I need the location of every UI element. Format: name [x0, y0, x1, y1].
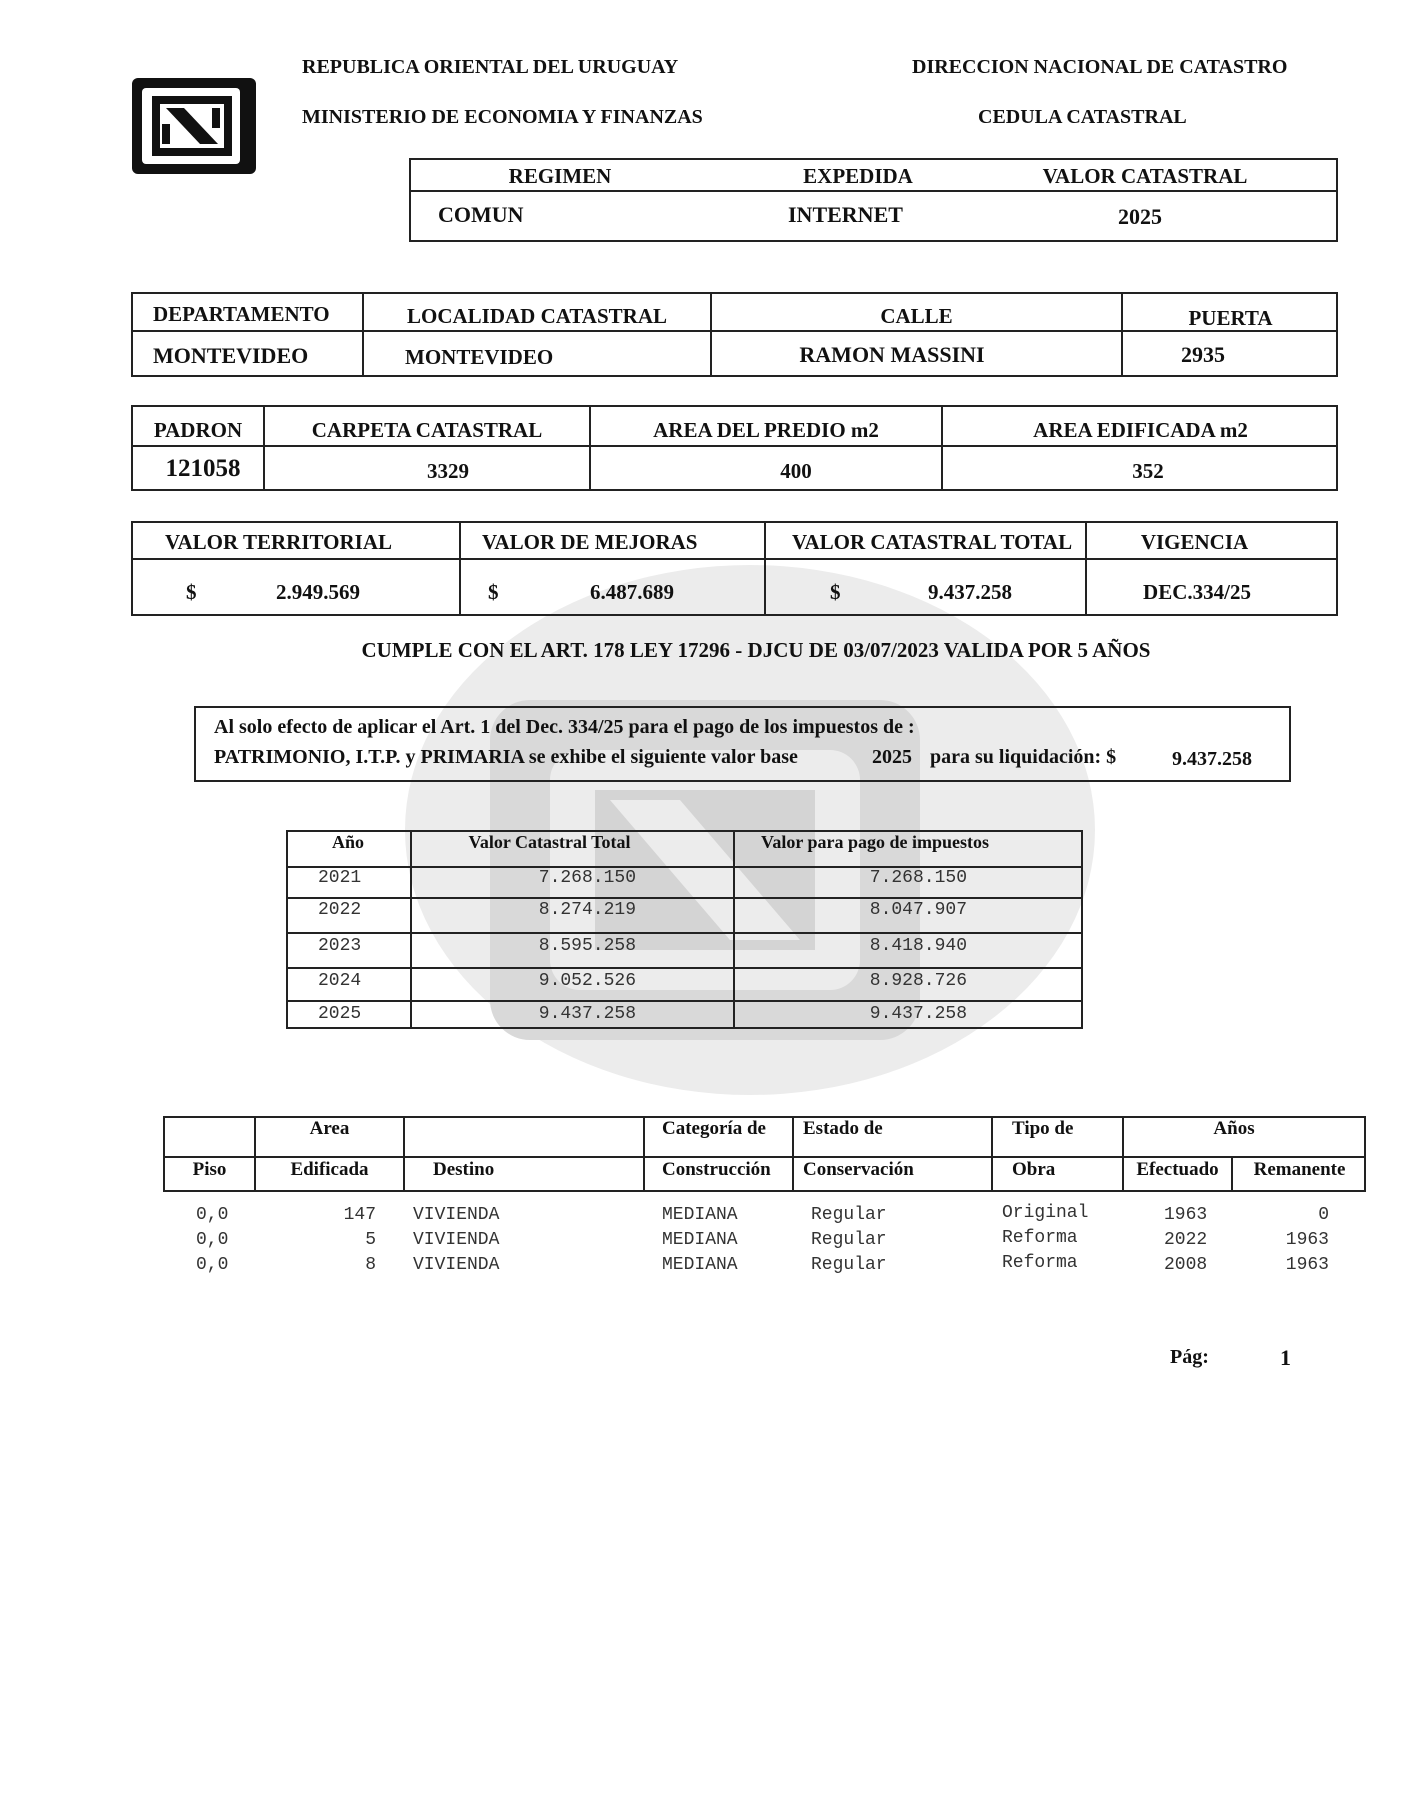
history-tax-value: 7.268.150: [869, 868, 967, 888]
row-efectuado: 2022: [1164, 1230, 1208, 1250]
row-remanente: 1963: [1285, 1255, 1329, 1275]
row-area: 147: [343, 1205, 376, 1225]
row-area: 5: [365, 1230, 376, 1250]
row-destino: VIVIENDA: [413, 1255, 500, 1275]
row-destino: VIVIENDA: [413, 1230, 500, 1250]
notice-year: 2025: [872, 746, 912, 768]
row-categoria: MEDIANA: [662, 1255, 738, 1275]
expedida-label: EXPEDIDA: [803, 164, 913, 188]
page-label: Pág:: [1170, 1346, 1209, 1368]
vigencia-label: VIGENCIA: [1140, 530, 1249, 554]
history-tax-value: 9.437.258: [869, 1004, 967, 1024]
expedida-value: INTERNET: [788, 202, 903, 227]
area-edificada-label: AREA EDIFICADA m2: [1033, 418, 1248, 442]
padron-value: 121058: [165, 455, 241, 482]
puerta-value: 2935: [1181, 342, 1225, 367]
row-categoria: MEDIANA: [662, 1230, 738, 1250]
valor-catastral-label: VALOR CATASTRAL: [1042, 164, 1248, 188]
header-efectuado: Efectuado: [1136, 1159, 1219, 1180]
history-total-value: 9.052.526: [538, 971, 636, 991]
carpeta-value: 3329: [427, 459, 469, 483]
row-remanente: 0: [1318, 1205, 1329, 1225]
header-construccion: Construcción: [662, 1159, 771, 1180]
row-remanente: 1963: [1285, 1230, 1329, 1250]
total-currency: $: [830, 580, 841, 604]
header-republic: REPUBLICA ORIENTAL DEL URUGUAY: [302, 56, 679, 78]
departamento-value: MONTEVIDEO: [153, 343, 309, 368]
row-tipo: Reforma: [1002, 1253, 1078, 1273]
history-year: 2024: [318, 971, 362, 991]
row-categoria: MEDIANA: [662, 1205, 738, 1225]
area-edificada-value: 352: [1132, 459, 1164, 483]
header-anos: Años: [1213, 1118, 1255, 1139]
row-estado: Regular: [811, 1205, 887, 1225]
regimen-value: COMUN: [438, 202, 524, 227]
area-predio-label: AREA DEL PREDIO m2: [653, 418, 879, 442]
header-area: Area: [309, 1118, 350, 1139]
history-year: 2025: [318, 1004, 362, 1024]
row-tipo: Original: [1002, 1203, 1089, 1223]
history-year: 2023: [318, 936, 362, 956]
carpeta-label: CARPETA CATASTRAL: [311, 418, 543, 442]
header-remanente: Remanente: [1253, 1159, 1346, 1180]
row-efectuado: 2008: [1164, 1255, 1208, 1275]
history-tax-value: 8.047.907: [869, 900, 967, 920]
row-tipo: Reforma: [1002, 1228, 1078, 1248]
compliance-note: CUMPLE CON EL ART. 178 LEY 17296 - DJCU DE 03/07/2023 VALIDA POR 5 AÑOS: [361, 638, 1151, 662]
history-header-year: Año: [331, 832, 364, 852]
header-cedula: CEDULA CATASTRAL: [978, 106, 1187, 128]
notice-liq-label: para su liquidación: $: [930, 746, 1117, 768]
history-total-value: 9.437.258: [538, 1004, 636, 1024]
puerta-label: PUERTA: [1188, 306, 1273, 330]
catastro-logo: [132, 78, 256, 174]
header-tipo: Tipo de: [1012, 1118, 1074, 1139]
page-number: 1: [1280, 1345, 1291, 1370]
departamento-label: DEPARTAMENTO: [153, 302, 330, 326]
valor-total-value: 9.437.258: [928, 580, 1012, 604]
notice-amount: 9.437.258: [1172, 748, 1252, 770]
valor-mejoras-value: 6.487.689: [590, 580, 674, 604]
valor-territorial-value: 2.949.569: [276, 580, 360, 604]
territorial-currency: $: [186, 580, 197, 604]
history-total-value: 8.595.258: [538, 936, 636, 956]
history-year: 2021: [318, 868, 362, 888]
header-direction: DIRECCION NACIONAL DE CATASTRO: [912, 56, 1288, 78]
area-predio-value: 400: [780, 459, 812, 483]
calle-label: CALLE: [880, 304, 953, 328]
history-header-total: Valor Catastral Total: [468, 832, 631, 852]
header-destino: Destino: [433, 1159, 495, 1180]
history-tax-value: 8.928.726: [869, 971, 967, 991]
header-edificada: Edificada: [290, 1159, 369, 1180]
notice-line1: Al solo efecto de aplicar el Art. 1 del Dec. 334/25 para el pago de los impuestos de :: [214, 716, 915, 738]
history-header-tax: Valor para pago de impuestos: [760, 832, 990, 852]
row-destino: VIVIENDA: [413, 1205, 500, 1225]
row-piso: 0,0: [196, 1205, 229, 1225]
header-estado: Estado de: [803, 1118, 883, 1139]
notice-line2: PATRIMONIO, I.T.P. y PRIMARIA se exhibe el siguiente valor base: [214, 746, 798, 768]
mejoras-currency: $: [488, 580, 499, 604]
localidad-label: LOCALIDAD CATASTRAL: [406, 304, 667, 328]
calle-value: RAMON MASSINI: [799, 342, 985, 367]
vigencia-value: DEC.334/25: [1143, 580, 1251, 604]
row-estado: Regular: [811, 1230, 887, 1250]
header-categoria: Categoría de: [662, 1118, 766, 1139]
row-piso: 0,0: [196, 1255, 229, 1275]
valor-catastral-year: 2025: [1118, 204, 1162, 229]
history-total-value: 7.268.150: [538, 868, 636, 888]
row-piso: 0,0: [196, 1230, 229, 1250]
valor-mejoras-label: VALOR DE MEJORAS: [482, 530, 698, 554]
header-ministry: MINISTERIO DE ECONOMIA Y FINANZAS: [302, 106, 703, 128]
valor-total-label: VALOR CATASTRAL TOTAL: [792, 530, 1073, 554]
padron-label: PADRON: [153, 418, 243, 442]
history-total-value: 8.274.219: [538, 900, 636, 920]
header-piso: Piso: [192, 1159, 227, 1180]
history-tax-value: 8.418.940: [869, 936, 967, 956]
localidad-value: MONTEVIDEO: [405, 345, 554, 369]
header-conservacion: Conservación: [803, 1159, 914, 1180]
row-area: 8: [365, 1255, 376, 1275]
row-estado: Regular: [811, 1255, 887, 1275]
header-obra: Obra: [1012, 1159, 1056, 1180]
row-efectuado: 1963: [1164, 1205, 1208, 1225]
valor-territorial-label: VALOR TERRITORIAL: [165, 530, 392, 554]
history-year: 2022: [318, 900, 362, 920]
regimen-label: REGIMEN: [508, 164, 612, 188]
